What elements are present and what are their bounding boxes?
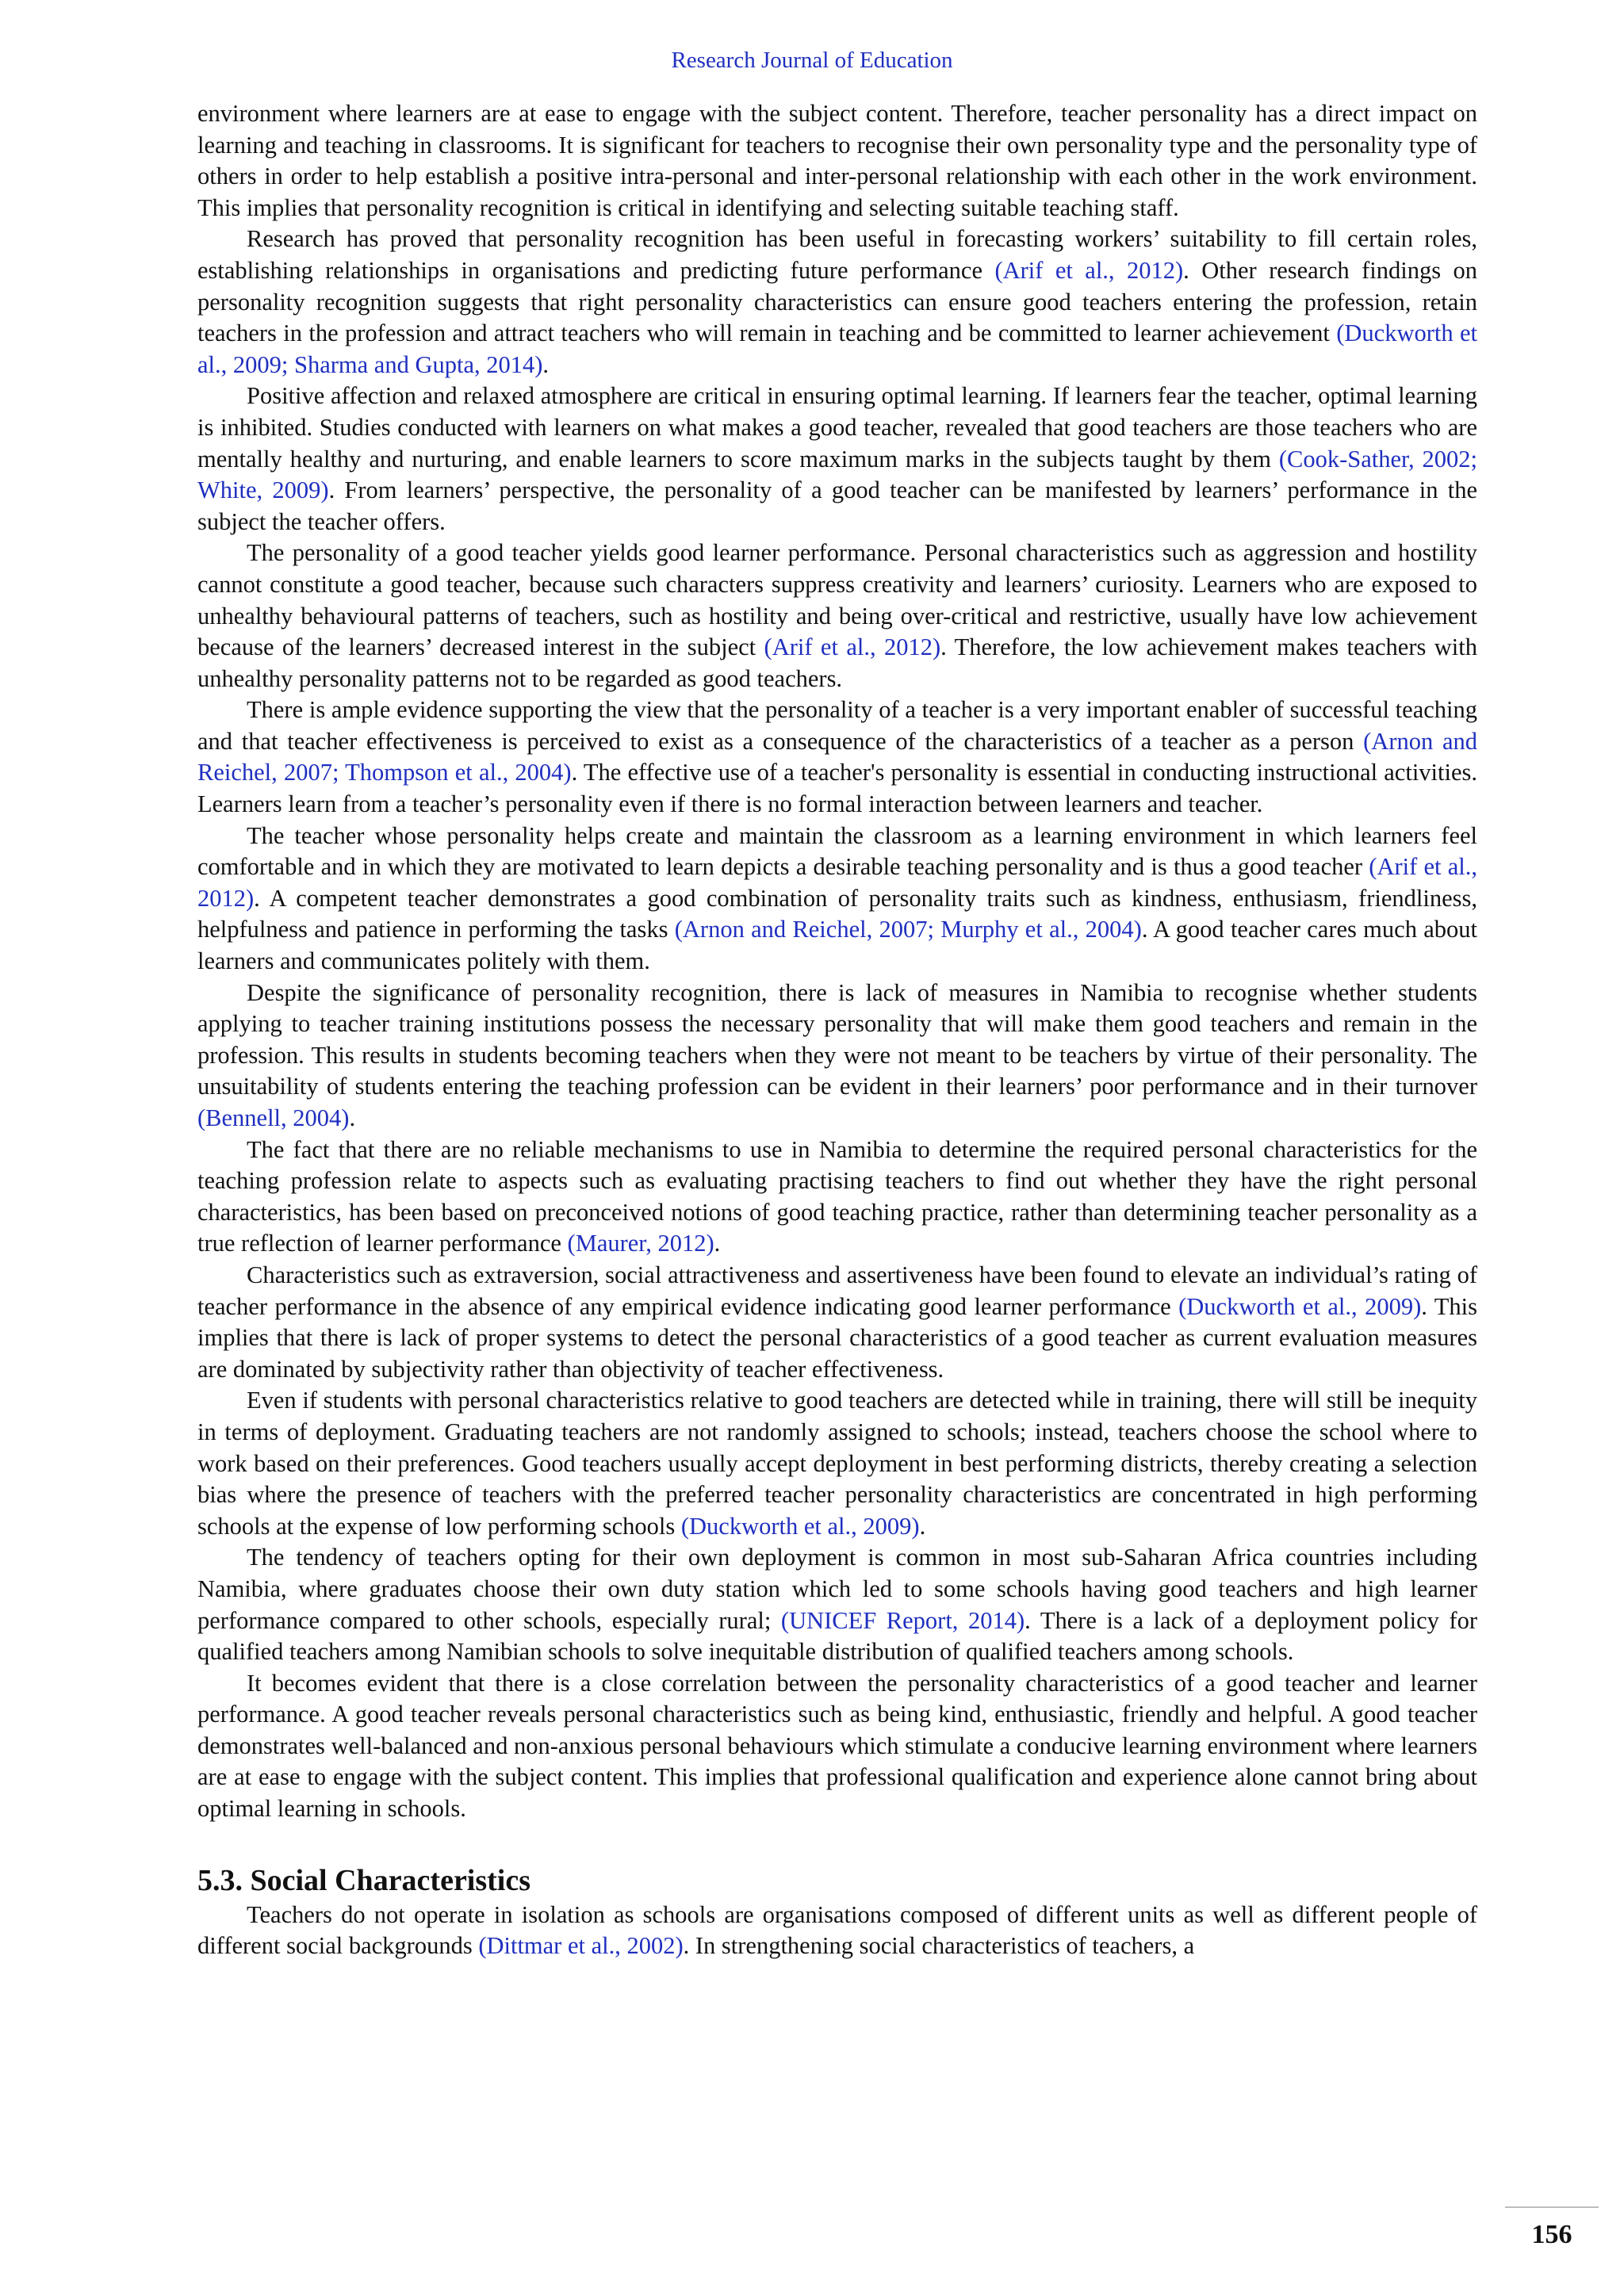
paragraph-text: . This implies that there is lack of proper systems to detect the personal characteristics of a good teacher as current evaluation measures are dominated by subjectivity rather than objectivity of teacher effectiveness.	[197, 1292, 1477, 1383]
body-paragraph	[197, 1385, 1477, 1542]
paragraph-text: .	[349, 1104, 356, 1131]
citation-text: (Arnon and Reichel, 2007; Thompson et al., 2004)	[197, 727, 1477, 786]
paragraph-text: . The effective use of a teacher's personality is essential in conducting instructional activities. Learners learn from a teacher’s personality even if there is no formal interaction between learners and teacher.	[197, 759, 1477, 818]
body-paragraph	[197, 224, 1477, 381]
paragraph-text: There is ample evidence supporting the view that the personality of a teacher is a very important enabler of successful teaching and that teacher effectiveness is perceived to exist as a consequence of the characteristics of a teacher as a person	[197, 696, 1477, 755]
paragraph-list	[197, 98, 1477, 1825]
body-paragraph	[197, 98, 1477, 224]
paragraph-text: It becomes evident that there is a close correlation between the personality characteristics of a good teacher and learner performance. A good teacher reveals personal characteristics such as being kind, enthusiastic, friendly and helpful. A good teacher demonstrates well-balanced and non-anxious personal behaviours which stimulate a conducive learning environment where learners are at ease to engage with the subject content. This implies that professional qualification and experience alone cannot bring about optimal learning in schools.	[197, 1669, 1477, 1823]
paragraph-text: . A competent teacher demonstrates a good combination of personality traits such as kindness, enthusiasm, friendliness, helpfulness and patience in performing the tasks	[197, 884, 1477, 943]
paragraph-text: The fact that there are no reliable mechanisms to use in Namibia to determine the required personal characteristics for the teaching profession relate to aspects such as evaluating practising teachers to find out whether they have the right personal characteristics, has been based on preconceived notions of good teaching practice, rather than determining teacher personality as a true reflection of learner performance	[197, 1135, 1477, 1257]
citation-text: (Duckworth et al., 2009; Sharma and Gupta, 2014)	[197, 320, 1477, 378]
body-paragraph	[197, 381, 1477, 538]
section-heading: 5.3. Social Characteristics	[197, 1863, 531, 1897]
citation-text: (Cook-Sather, 2002; White, 2009)	[197, 445, 1478, 504]
body-paragraph	[197, 538, 1477, 695]
paragraph-text: . There is a lack of a deployment policy for qualified teachers among Namibian schools to solve inequitable distribution of qualified teachers among schools.	[197, 1606, 1477, 1666]
paragraph-text: Even if students with personal characteristics relative to good teachers are detected while in training, there will still be inequity in terms of deployment. Graduating teachers are not randomly assigned to schools; instead, teachers choose the school where to work based on their preferences. Good teachers usually accept deployment in best performing districts, thereby creating a selection bias where the presence of teachers with the preferred teacher personality characteristics are concentrated in high performing schools at the expense of low performing schools	[197, 1387, 1477, 1540]
paragraph-text: .	[714, 1230, 721, 1257]
citation-text: (Bennell, 2004)	[197, 1104, 350, 1131]
citation-text: (Duckworth et al., 2009)	[1178, 1292, 1422, 1320]
paragraph-text: The teacher whose personality helps create and maintain the classroom as a learning environment in which learners feel comfortable and in which they are motivated to learn depicts a desirable teaching personality and is thus a good teacher	[197, 821, 1477, 881]
paragraph-text: The tendency of teachers opting for their own deployment is common in most sub-Saharan Africa countries including Namibia, where graduates choose their own duty station which led to some schools having good teachers and high learner performance compared to other schools, especially rural;	[197, 1544, 1477, 1634]
paragraph-text: The personality of a good teacher yields good learner performance. Personal characteristics such as aggression and hostility cannot constitute a good teacher, because such characters suppress creativity and learners’ curiosity. Learners who are exposed to unhealthy behavioural patterns of teachers, such as hostility and being over-critical and restrictive, usually have low achievement because of the learners’ decreased interest in the subject	[197, 539, 1477, 661]
citation-text: (Arif et al., 2012)	[764, 633, 941, 661]
paragraph-text: . A good teacher cares much about learners and communicates politely with them.	[197, 916, 1477, 975]
page-number: 156	[1531, 2220, 1572, 2249]
section-paragraph-list	[197, 1900, 1477, 1962]
paragraph-text: . In strengthening social characteristics of teachers, a	[683, 1932, 1195, 1960]
running-head: Research Journal of Education	[671, 48, 953, 73]
body-paragraph	[197, 1668, 1477, 1825]
paragraph-text: .	[919, 1512, 926, 1540]
citation-text: (Arnon and Reichel, 2007; Murphy et al., 2004)	[674, 916, 1142, 943]
paragraph-text: environment where learners are at ease to engage with the subject content. Therefore, teacher personality has a direct impact on learning and teaching in classrooms. It is significant for teachers to recognise their own personality type and the personality type of others in order to help establish a positive intra-personal and inter-personal relationship with each other in the work environment. This implies that personality recognition is critical in identifying and selecting suitable teaching staff.	[197, 100, 1477, 221]
paragraph-text: Research has proved that personality recognition has been useful in forecasting workers’ suitability to fill certain roles, establishing relationships in organisations and predicting future performance	[197, 225, 1477, 284]
body-paragraph	[197, 1900, 1477, 1962]
citation-text: (Duckworth et al., 2009)	[680, 1512, 920, 1540]
paragraph-text: Despite the significance of personality recognition, there is lack of measures in Namibia to recognise whether students applying to teacher training institutions possess the necessary personality that will make them good teachers and remain in the profession. This results in students becoming teachers when they were not meant to be teachers by virtue of their personality. The unsuitability of students entering the teaching profession can be evident in their learners’ poor performance and in their turnover	[197, 978, 1477, 1100]
body-paragraph	[197, 821, 1477, 978]
paragraph-text: . Therefore, the low achievement makes teachers with unhealthy personality patterns not to be regarded as good teachers.	[197, 633, 1477, 692]
body-paragraph	[197, 1135, 1477, 1260]
paragraph-text: . Other research findings on personality recognition suggests that right personality characteristics can ensure good teachers entering the profession, retain teachers in the profession and attract teachers who will remain in teaching and be committed to learner achievement	[197, 256, 1478, 347]
body-paragraph	[197, 978, 1477, 1135]
paragraph-text: . From learners’ perspective, the personality of a good teacher can be manifested by learners’ performance in the subject the teacher offers.	[197, 476, 1477, 535]
body-paragraph	[197, 1260, 1477, 1385]
paragraph-text: Positive affection and relaxed atmosphere are critical in ensuring optimal learning. If learners fear the teacher, optimal learning is inhibited. Studies conducted with learners on what makes a good teacher, revealed that good teachers are those teachers who are mentally healthy and nurturing, and enable learners to score maximum marks in the subjects taught by them	[197, 382, 1477, 473]
paragraph-text: .	[542, 350, 550, 378]
citation-text: (Maurer, 2012)	[567, 1230, 714, 1257]
paragraph-text: Teachers do not operate in isolation as schools are organisations composed of different units as well as different people of different social backgrounds	[197, 1900, 1477, 1960]
citation-text: (Arif et al., 2012)	[994, 256, 1184, 284]
citation-text: (Arif et al., 2012)	[197, 853, 1477, 912]
body-paragraph	[197, 1542, 1477, 1667]
citation-text: (UNICEF Report, 2014)	[780, 1606, 1025, 1634]
footer-divider	[1505, 2206, 1599, 2208]
body-paragraph	[197, 695, 1477, 820]
article-body	[197, 98, 1477, 1962]
paragraph-text: Characteristics such as extraversion, social attractiveness and assertiveness have been found to elevate an individual’s rating of teacher performance in the absence of any empirical evidence indicating good learner performance	[197, 1261, 1477, 1320]
citation-text: (Dittmar et al., 2002)	[478, 1932, 684, 1960]
